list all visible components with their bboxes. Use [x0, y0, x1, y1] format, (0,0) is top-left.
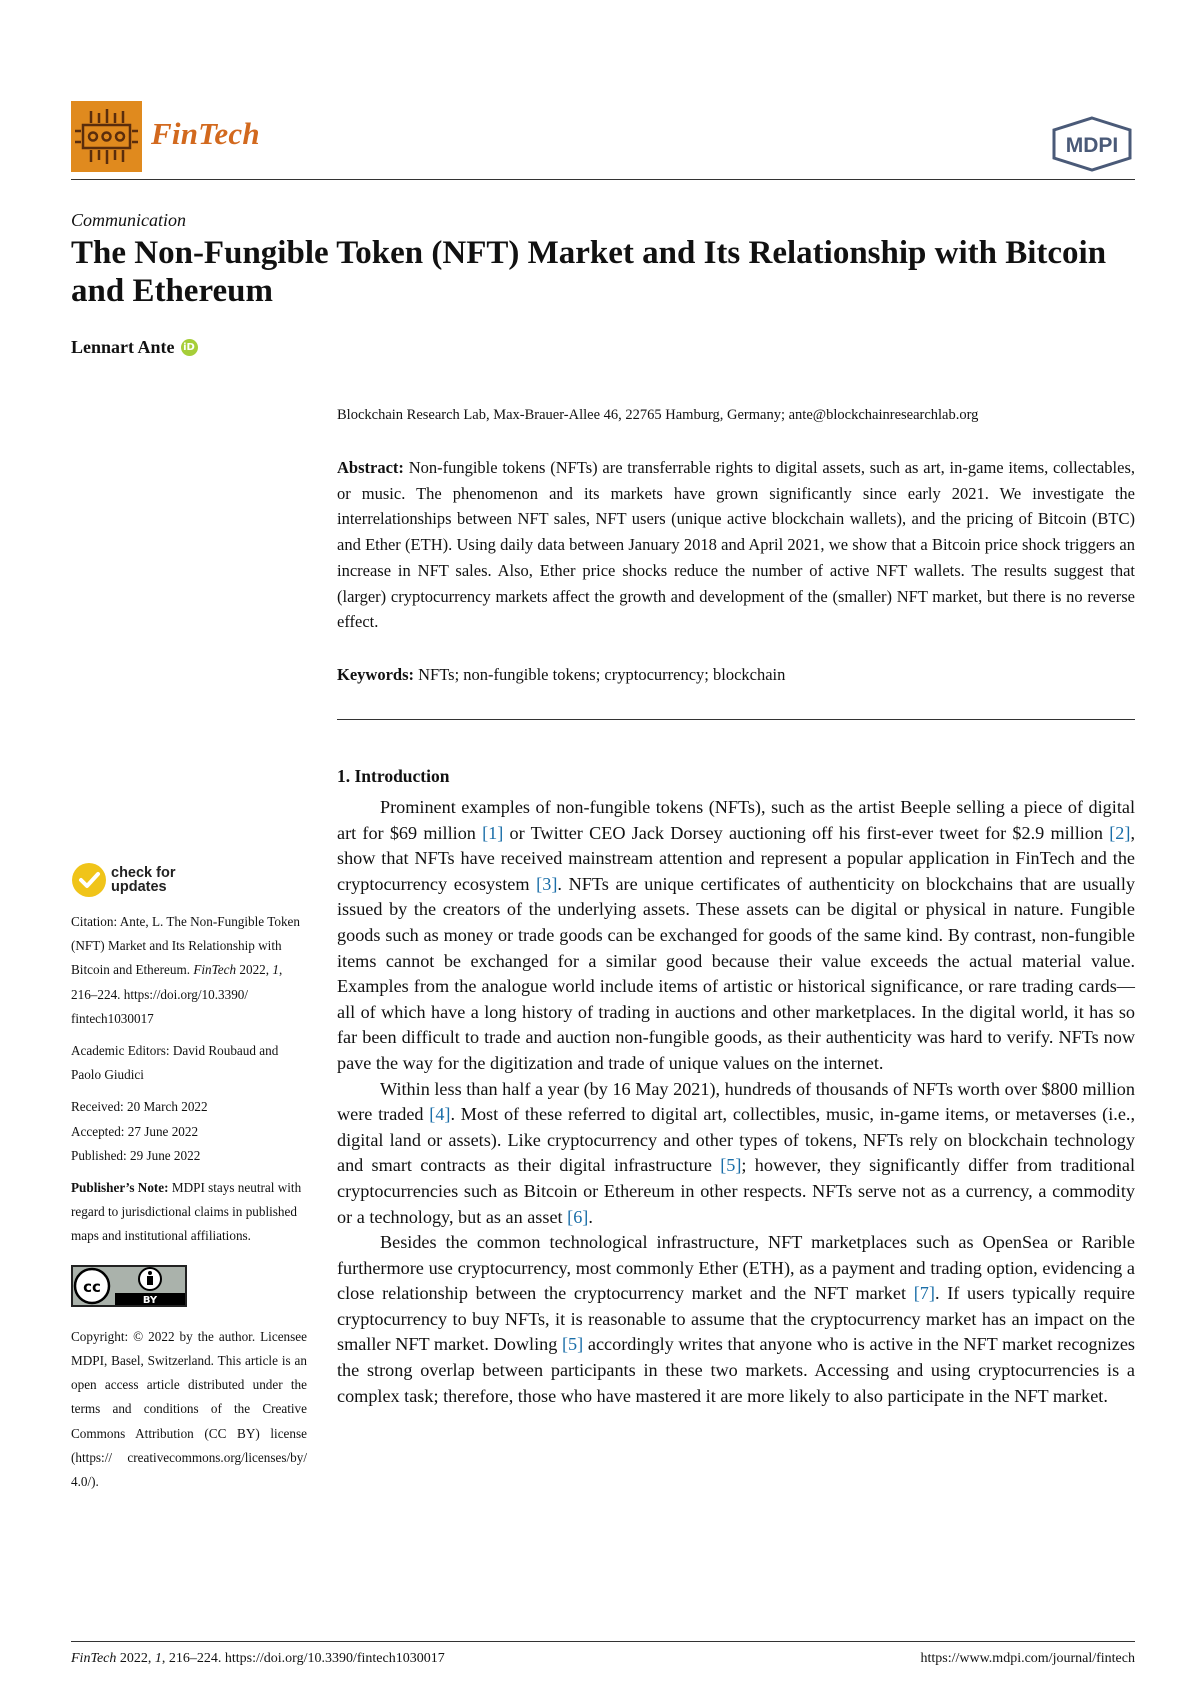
header-rule [71, 179, 1135, 180]
abstract [337, 455, 1135, 635]
abstract-text: Non-fungible tokens (NFTs) are transferrable rights to digital assets, such as art, in-game items, collectables, or music. The phenomenon and its markets have grown significantly since early 2021. We investigate the interrelationships between NFT sales, NFT users (unique active blockchain wallets), and the pricing of Bitcoin (BTC) and Ether (ETH). Using daily data between January 2018 and April 2021, we show that a Bitcoin price shock triggers an increase in NFT sales. Also, Ether price shocks reduce the number of active NFT wallets. The results suggest that (larger) cryptocurrency markets affect the growth and development of the (smaller) NFT market, but there is no reverse effect. [337, 458, 1136, 632]
article-title: The Non-Fungible Token (NFT) Market and Its Relationship with Bitcoin and Ethereum [71, 235, 1107, 309]
check-updates-line1: check for [111, 865, 176, 881]
mdpi-logo [1050, 116, 1134, 172]
p3-text-c: accordingly writes that anyone who is active in the NFT market recognizes the strong overlap between participants in these two markets. Accessing and using cryptocurrencies is a complex task; therefore, those who have mastered it are more likely to also participate in the NFT market. [337, 1334, 1136, 1406]
journal-name: FinTech [151, 116, 260, 151]
publisher-note [71, 1176, 307, 1249]
reference-link[interactable]: [3] [536, 873, 558, 894]
academic-editors [71, 1039, 307, 1087]
check-updates-line2: updates [111, 879, 167, 895]
footer-doi[interactable]: , 216–224. https://doi.org/10.3390/fintech1030017 [161, 1651, 445, 1666]
keywords [337, 665, 785, 685]
p3-text-b: . If users typically require cryptocurrency to buy NFTs, it is reasonable to assume that the cryptocurrency market has an impact on the smaller NFT market. Dowling [337, 1283, 1135, 1355]
received-date: Received: 20 March 2022 [71, 1099, 208, 1115]
reference-link[interactable]: [5] [562, 1334, 584, 1355]
keywords-text: NFTs; non-fungible tokens; cryptocurrency; blockchain [418, 665, 786, 684]
footer-rule [71, 1641, 1135, 1642]
cc-by-license-icon[interactable] [71, 1265, 187, 1307]
reference-link[interactable]: [7] [913, 1283, 935, 1304]
p3-text-a: Besides the common technological infrastructure, NFT marketplaces such as OpenSea or Rarible furthermore use cryptocurrency, most commonly Ether (ETH), as a payment and trading option, evidencing a close relationship between the cryptocurrency market and the NFT market [337, 1232, 1135, 1304]
reference-link[interactable]: [1] [482, 822, 504, 843]
circuit-icon [71, 101, 142, 172]
footer-volume: 1 [154, 1651, 162, 1666]
copyright-notice: Copyright: © 2022 by the author. Licensee MDPI, Basel, Switzerland. This article is an open access article distributed under the terms and conditions of the Creative Commons Attribution (CC BY) license (https:// creativecommons.org/licenses/by/ 4.0/). [71, 1328, 307, 1490]
section-body [337, 795, 1135, 1409]
p1-text-c: , show that NFTs have received mainstream attention and represent a popular application in FinTech and the cryptocurrency ecosystem [337, 822, 1136, 894]
editors-label: Academic Editors: [71, 1043, 170, 1059]
dates [71, 1095, 307, 1168]
p1-text-d: . NFTs are unique certificates of authenticity on blockchains that are usually issued by the creators of the underlying assets. These assets can be digital or physical in nature. Fungible goods such as money or trade goods can be exchanged for goods of the same kind. By contrast, non-fungible items cannot be exchanged for a similar good because their value exceeds the actual material value. Examples from the analogue world include items of artistic or historical significance, or rare trading cards—all of which have a long history of trading in auctions and other marketplaces. In the digital world, it has so far been difficult to trade and auction non-fungible goods, as their authenticity was hard to verify. NFTs now pave the way for the digitization and trade of unique values on the internet. [337, 873, 1135, 1073]
mdpi-logo-text: MDPI [1065, 134, 1119, 157]
p2-text-b: . Most of these referred to digital art, collectibles, music, in-game items, or metaverses (i.e., digital land or assets). Like cryptocurrency and other types of tokens, NFTs rely on blockchain technology and smart contracts as their digital infrastructure [337, 1104, 1136, 1176]
p2-text-a: Within less than half a year (by 16 May 2021), hundreds of thousands of NFTs worth over $800 million were traded [337, 1078, 1135, 1125]
paragraph-2 [337, 1077, 1135, 1231]
citation-journal: FinTech [193, 962, 237, 978]
published-date: Published: 29 June 2022 [71, 1147, 201, 1163]
orcid-icon[interactable]: iD [181, 339, 198, 356]
author-line [71, 337, 198, 358]
cc-by-label: BY [142, 1294, 158, 1306]
citation-text-b: 2022, [236, 962, 273, 978]
citation [71, 910, 307, 1031]
author-name[interactable]: Lennart Ante [71, 337, 175, 357]
footer-citation [71, 1651, 445, 1667]
p1-text-a: Prominent examples of non-fungible tokens (NFTs), such as the artist Beeple selling a piece of digital art for $69 million [337, 797, 1135, 843]
citation-text-c[interactable]: , 216–224. https://doi.org/10.3390/ fintech1030017 [71, 962, 283, 1026]
keywords-rule [337, 719, 1135, 720]
footer-journal-url[interactable]: https://www.mdpi.com/journal/fintech [920, 1651, 1135, 1666]
svg-text:cc: cc [83, 1277, 101, 1296]
check-for-updates[interactable] [71, 862, 175, 898]
article-type: Communication [71, 210, 186, 230]
paragraph-3 [337, 1230, 1135, 1409]
reference-link[interactable]: [5] [720, 1155, 742, 1176]
journal-logo [71, 101, 142, 172]
publisher-note-text: MDPI stays neutral with regard to jurisdictional claims in published maps and institutional affiliations. [71, 1180, 302, 1244]
sidebar [71, 910, 307, 1494]
citation-text-a: Citation: Ante, L. The Non-Fungible Token (NFT) Market and Its Relationship with Bitcoin and Ethereum. [71, 914, 300, 978]
publisher-note-label: Publisher’s Note: [71, 1180, 169, 1196]
footer-year: 2022, [116, 1651, 155, 1666]
accepted-date: Accepted: 27 June 2022 [71, 1123, 199, 1139]
reference-link[interactable]: [2] [1109, 822, 1131, 843]
footer-journal: FinTech [71, 1651, 117, 1666]
section-heading: 1. Introduction [337, 766, 450, 786]
p2-text-d: . [588, 1206, 593, 1227]
editors-names: David Roubaud and Paolo Giudici [71, 1043, 279, 1083]
reference-link[interactable]: [4] [429, 1104, 451, 1125]
abstract-label: Abstract: [337, 458, 404, 477]
citation-volume: 1 [272, 962, 279, 978]
check-updates-icon [71, 862, 107, 898]
affiliation: Blockchain Research Lab, Max-Brauer-Allee 46, 22765 Hamburg, Germany; ante@blockchainresearchlab.org [337, 407, 979, 423]
p2-text-c: ; however, they significantly differ from traditional cryptocurrencies such as Bitcoin or Ethereum in other respects. NFTs serve not as a currency, a commodity or a technology, but as an asset [337, 1155, 1135, 1227]
paragraph-1 [337, 795, 1135, 1077]
p1-text-b: or Twitter CEO Jack Dorsey auctioning off his first-ever tweet for $2.9 million [503, 822, 1110, 843]
keywords-label: Keywords: [337, 665, 414, 684]
reference-link[interactable]: [6] [567, 1206, 589, 1227]
